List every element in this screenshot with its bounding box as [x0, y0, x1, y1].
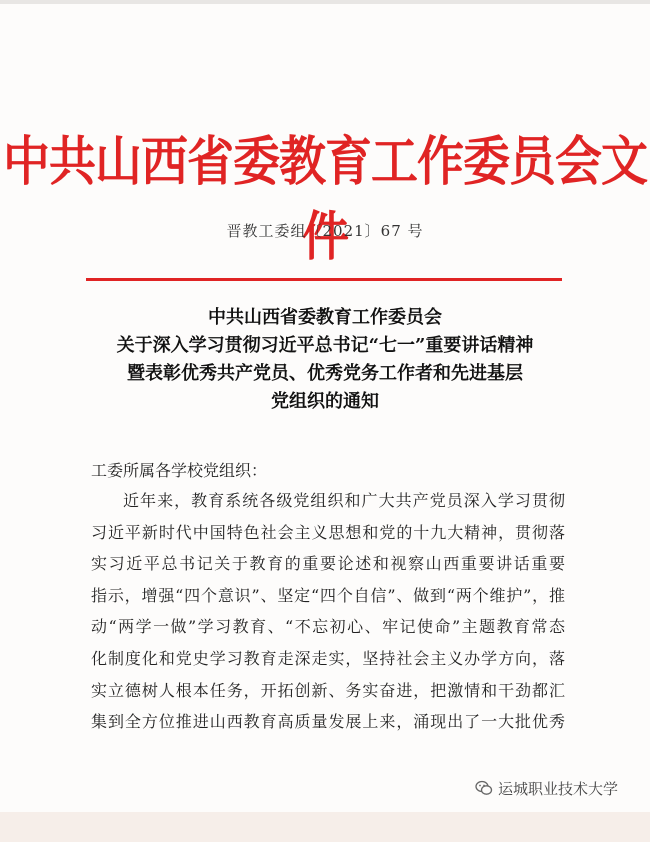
body-line: 实习近平总书记关于教育的重要论述和视察山西重要讲话重要 [91, 554, 565, 574]
body-line: 实立德树人根本任务，开拓创新、务实奋进，把激情和干劲都汇 [91, 680, 565, 700]
body-line: 动“两学一做”学习教育、“不忘初心、牢记使命”主题教育常态 [91, 617, 565, 637]
notice-title-line: 关于深入学习贯彻习近平总书记“七一”重要讲话精神 [116, 335, 534, 356]
body-text [91, 485, 565, 738]
body-line: 化制度化和党史学习教育走深走实，坚持社会主义办学方向，落 [91, 648, 565, 668]
notice-title-line: 中共山西省委教育工作委员会 [208, 307, 442, 328]
body-line: 集到全方位推进山西教育高质量发展上来，涌现出了一大批优秀 [91, 712, 565, 732]
body-line: 指示，增强“四个意识”、坚定“四个自信”、做到“两个维护”，推 [91, 585, 565, 605]
page-top-bar [0, 0, 650, 4]
document-number: 晋教工委组〔2021〕67 号 [226, 222, 424, 240]
red-divider [86, 278, 562, 281]
wechat-watermark [475, 777, 618, 799]
notice-title [0, 304, 650, 416]
notice-title-line: 党组织的通知 [271, 391, 379, 412]
bottom-strip [0, 812, 650, 842]
notice-title-line: 暨表彰优秀共产党员、优秀党务工作者和先进基层 [127, 363, 523, 384]
salutation: 工委所属各学校党组织： [91, 461, 268, 480]
body-line: 近年来，教育系统各级党组织和广大共产党员深入学习贯彻 [123, 491, 565, 510]
body-line: 习近平新时代中国特色社会主义思想和党的十九大精神，贯彻落 [91, 522, 565, 542]
watermark-text: 运城职业技术大学 [498, 779, 619, 798]
document-header-title: 中共山西省委教育工作委员会文件 [3, 131, 647, 268]
wechat-icon [475, 779, 493, 797]
